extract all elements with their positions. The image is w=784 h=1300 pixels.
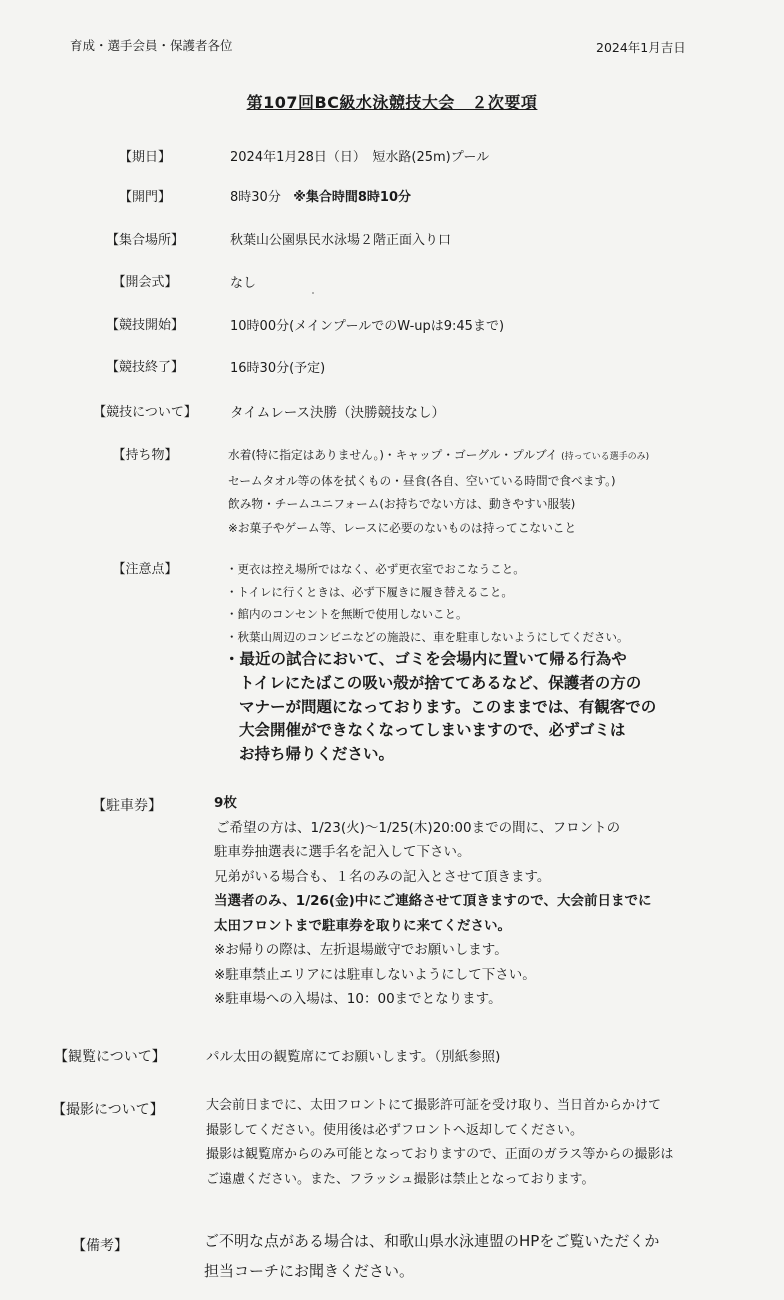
gate-open-time: 8時30分: [230, 190, 281, 205]
value-competition-end: 16時30分(予定): [230, 361, 326, 376]
label-remarks: 【備考】: [72, 1238, 128, 1254]
value-viewing: パル太田の観覧席にてお願いします。（別紙参照): [206, 1049, 501, 1065]
value-competition-start: 10時00分(メインプールでのW-upは9:45まで): [230, 319, 505, 334]
warning-line: ・最近の試合において、ゴミを会場内に置いて帰る行為や: [224, 650, 627, 668]
label-competition-format: 【競技について】: [93, 405, 197, 420]
value-competition-format: タイムレース決勝（決勝競技なし）: [230, 405, 446, 421]
speck-mark: [312, 292, 314, 294]
parking-line: ※お帰りの際は、左折退場厳守でお願いします。: [214, 942, 508, 958]
photography-line: ご遠慮ください。また、フラッシュ撮影は禁止となっております。: [206, 1171, 595, 1187]
photography-line: 大会前日までに、太田フロントにて撮影許可証を受け取り、当日首からかけて: [206, 1098, 662, 1113]
remarks-line: ご不明な点がある場合は、和歌山県水泳連盟のHPをご覧いただくか: [204, 1232, 660, 1250]
label-parking: 【駐車券】: [92, 798, 162, 814]
caution-item: ・秋葉山周辺のコンビニなどの施設に、車を駐車しないようにしてください。: [226, 629, 629, 644]
remarks-details: [204, 1226, 659, 1286]
parking-line: 兄弟がいる場合も、１名のみの記入とさせて頂きます。: [214, 868, 551, 885]
parking-line: ※駐車禁止エリアには駐車しないようにして下さい。: [214, 966, 536, 983]
label-cautions: 【注意点】: [112, 562, 178, 577]
caution-item: ・トイレに行くときは、必ず下履きに履き替えること。: [226, 584, 513, 599]
parking-line: 駐車券抽選表に選手名を記入して下さい。: [214, 844, 471, 860]
label-gate-open: 【開門】: [118, 190, 171, 205]
photography-line: 撮影してください。使用後は必ずフロントへ返却してください。: [206, 1122, 584, 1138]
warning-line: トイレにたばこの吸い殻が捨ててあるなど、保護者の方の: [239, 673, 642, 692]
label-meeting-place: 【集合場所】: [105, 233, 184, 248]
value-date: 2024年1月28日（日） 短水路(25m)プール: [230, 150, 490, 165]
remarks-line: 担当コーチにお聞きください。: [204, 1262, 415, 1280]
parking-line: ※駐車場への入場は、10：00までとなります。: [214, 991, 502, 1007]
value-gate-open: [230, 186, 411, 205]
photography-line: 撮影は観覧席からのみ可能となっておりますので、正面のガラス等からの撮影は: [206, 1147, 674, 1162]
recipients: 育成・選手会員・保護者各位: [70, 38, 233, 53]
value-meeting-place: 秋葉山公園県民水泳場２階正面入り口: [230, 233, 452, 248]
label-opening-ceremony: 【開会式】: [112, 275, 178, 290]
warning-line: マナーが問題になっております。このままでは、有観客での: [239, 697, 657, 716]
label-photography: 【撮影について】: [52, 1102, 164, 1118]
label-belongings: 【持ち物】: [112, 448, 178, 463]
belongings-line-3: 飲み物・チームユニフォーム(お持ちでない方は、動きやすい服装): [228, 497, 576, 511]
label-viewing: 【観覧について】: [54, 1049, 166, 1065]
cautions-list: [226, 558, 629, 648]
warning-line: 大会開催ができなくなってしまいますので、必ずゴミは: [239, 721, 626, 740]
caution-item: ・館内のコンセントを無断で使用しないこと。: [226, 607, 468, 621]
label-competition-end: 【競技終了】: [105, 360, 184, 375]
parking-line: 太田フロントまで駐車券を取りに来てください。: [214, 917, 511, 934]
caution-item: ・更衣は控え場所ではなく、必ず更衣室でおこなうこと。: [226, 562, 525, 576]
photography-details: [206, 1094, 673, 1192]
document-date: 2024年1月吉日: [596, 40, 686, 55]
document-title: 第107回BC級水泳競技大会 ２次要項: [246, 93, 538, 112]
belongings-list: [228, 444, 649, 540]
garbage-warning: [224, 648, 656, 767]
parking-details: [214, 791, 652, 1012]
label-date: 【期日】: [118, 150, 171, 165]
value-opening-ceremony: なし: [230, 276, 257, 291]
warning-line: お持ち帰りください。: [239, 745, 395, 764]
parking-count: 9枚: [214, 795, 237, 811]
label-competition-start: 【競技開始】: [105, 318, 184, 333]
parking-line: ご希望の方は、1/23(火)～1/25(木)20:00までの間に、フロントの: [216, 819, 621, 836]
belongings-note: (持っている選手のみ): [561, 452, 650, 462]
gathering-time: ※集合時間8時10分: [293, 190, 412, 205]
parking-line: 当選者のみ、1/26(金)中にご連絡させて頂きますので、大会前日までに: [214, 893, 652, 909]
belongings-line-4: ※お菓子やゲーム等、レースに必要のないものは持ってこないこと: [228, 520, 577, 535]
belongings-line-1: 水着(特に指定はありません。)・キャップ・ゴーグル・プルブイ: [228, 448, 558, 462]
belongings-line-2: セームタオル等の体を拭くもの・昼食(各自、空いている時間で食べます。): [228, 473, 616, 488]
